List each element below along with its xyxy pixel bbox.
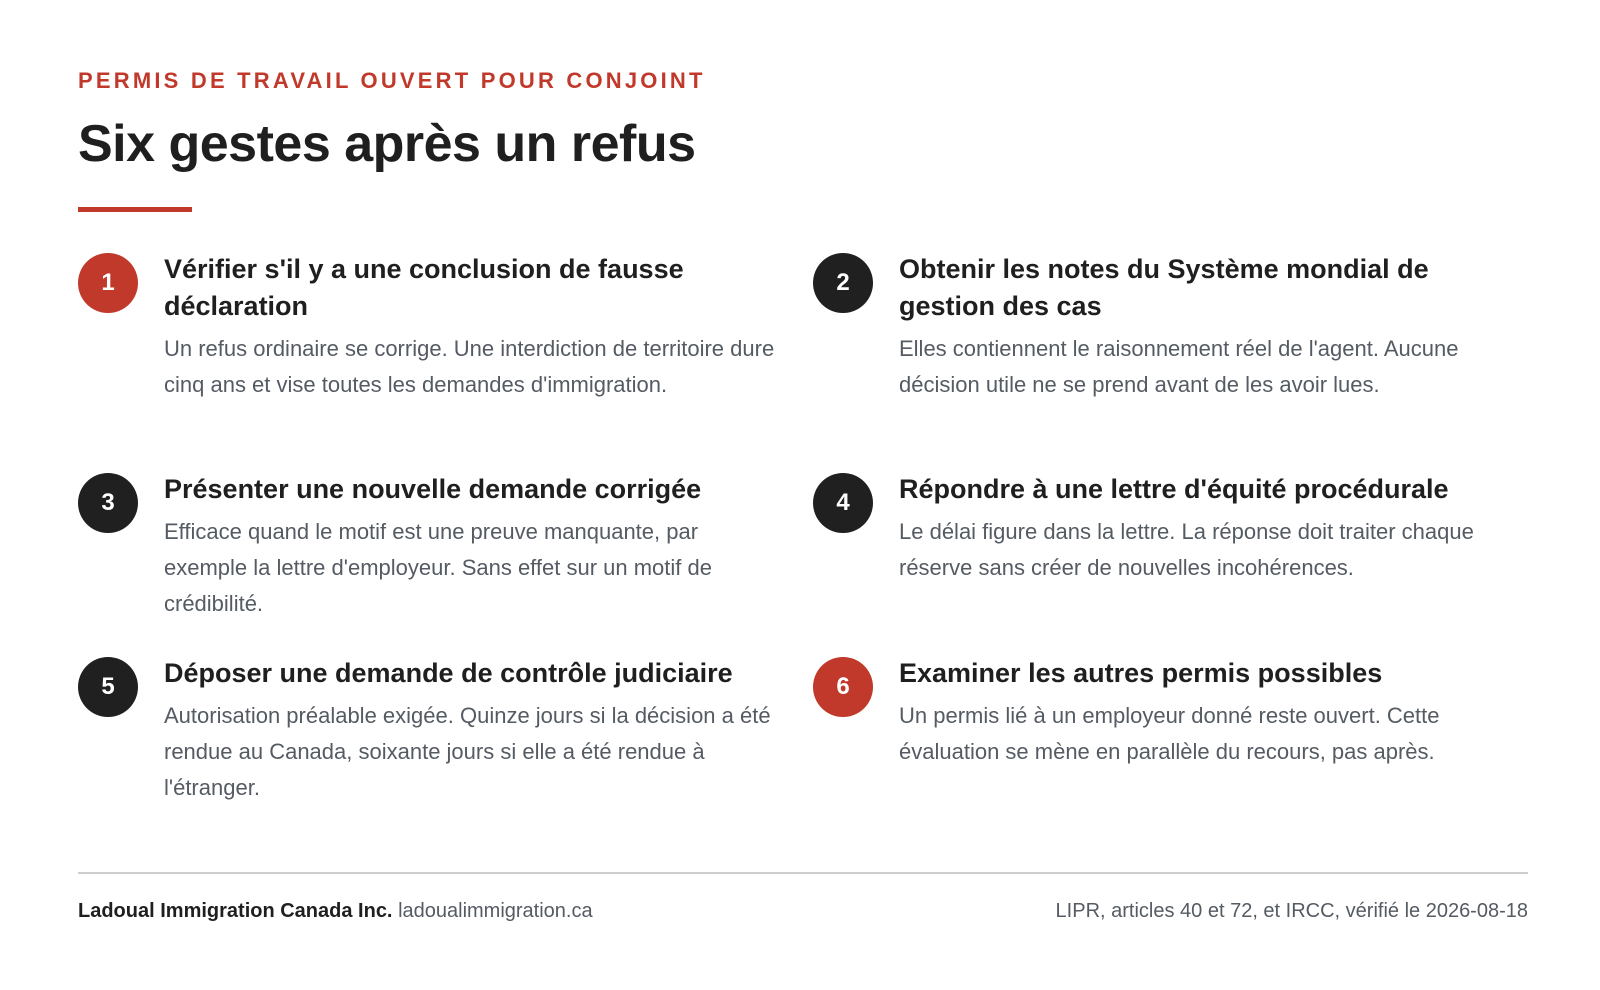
step-number-badge: 1 — [78, 253, 138, 313]
step-content — [899, 251, 1519, 403]
step-description: Autorisation préalable exigée. Quinze jours si la décision a été rendue au Canada, soixante jours si elle a été rendue à l'étranger. — [164, 703, 771, 800]
step-number-badge: 2 — [813, 253, 873, 313]
step-content — [164, 471, 784, 622]
step-description: Un permis lié à un employeur donné reste ouvert. Cette évaluation se mène en parallèle du recours, pas après. — [899, 703, 1440, 764]
footer-divider — [78, 872, 1528, 874]
footer-website: ladoualimmigration.ca — [398, 900, 593, 922]
step-title: Obtenir les notes du Système mondial de gestion des cas — [899, 254, 1429, 321]
step-description: Un refus ordinaire se corrige. Une interdiction de territoire dure cinq ans et vise toutes les demandes d'immigration. — [164, 336, 775, 397]
step-title: Répondre à une lettre d'équité procédurale — [899, 474, 1449, 504]
step-title: Vérifier s'il y a une conclusion de fausse déclaration — [164, 254, 684, 321]
step-content — [899, 471, 1519, 586]
step-content — [164, 251, 784, 403]
step-title: Examiner les autres permis possibles — [899, 658, 1383, 688]
step-description: Elles contiennent le raisonnement réel de l'agent. Aucune décision utile ne se prend avant de les avoir lues. — [899, 336, 1459, 397]
step-number-badge: 3 — [78, 473, 138, 533]
step-content — [164, 655, 784, 806]
footer-organization: Ladoual Immigration Canada Inc. — [78, 900, 393, 922]
footer — [78, 900, 1528, 923]
step-description: Efficace quand le motif est une preuve manquante, par exemple la lettre d'employeur. Sans effet sur un motif de crédibilité. — [164, 519, 712, 616]
step-title: Présenter une nouvelle demande corrigée — [164, 474, 702, 504]
step-title: Déposer une demande de contrôle judiciaire — [164, 658, 733, 688]
step-content — [899, 655, 1519, 770]
step-number-badge: 4 — [813, 473, 873, 533]
eyebrow-label: PERMIS DE TRAVAIL OUVERT POUR CONJOINT — [78, 68, 706, 93]
step-number-badge: 6 — [813, 657, 873, 717]
infographic-page — [78, 0, 1528, 990]
step-description: Le délai figure dans la lettre. La réponse doit traiter chaque réserve sans créer de nouvelles incohérences. — [899, 519, 1474, 580]
page-title: Six gestes après un refus — [78, 115, 696, 173]
footer-source: LIPR, articles 40 et 72, et IRCC, vérifié le 2026-08-18 — [1055, 900, 1528, 922]
title-accent-rule — [78, 207, 192, 212]
step-number-badge: 5 — [78, 657, 138, 717]
